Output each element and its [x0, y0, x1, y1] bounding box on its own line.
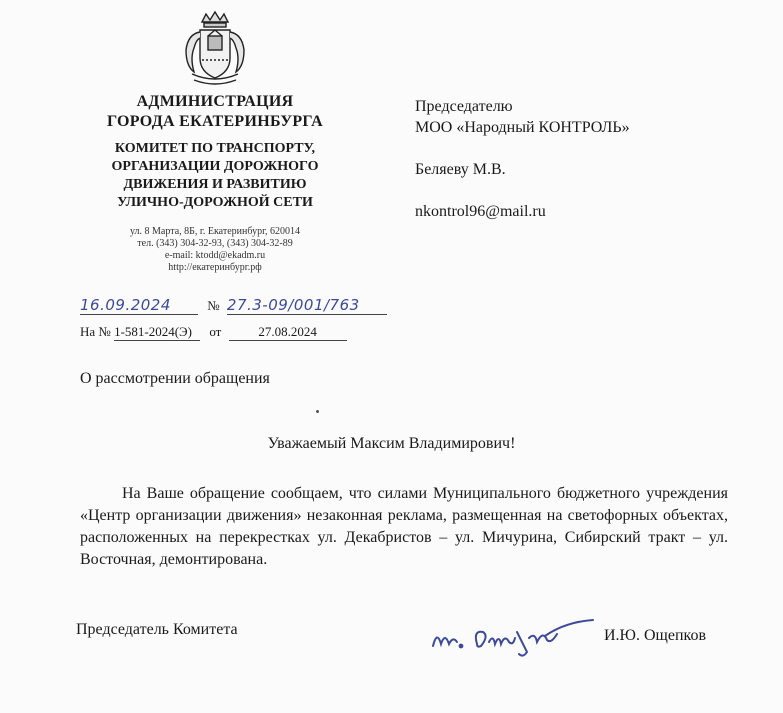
ink-dot	[316, 410, 319, 413]
committee-line: ДВИЖЕНИЯ И РАЗВИТИЮ	[123, 177, 307, 192]
committee-address	[95, 226, 335, 274]
address-line: ул. 8 Марта, 8Б, г. Екатеринбург, 620014	[129, 226, 301, 237]
committee-line: УЛИЧНО-ДОРОЖНОЙ СЕТИ	[117, 195, 313, 210]
email-line: e-mail: ktodd@ekadm.ru	[164, 250, 266, 261]
signatory-name: И.Ю. Ощепков	[604, 627, 707, 644]
greeting: Уважаемый Максим Владимирович!	[267, 435, 516, 452]
number-label: №	[207, 298, 220, 313]
administration-name	[90, 92, 340, 132]
outgoing-date: 16.09.2024	[80, 296, 198, 315]
org-line-2: ГОРОДА ЕКАТЕРИНБУРГА	[106, 113, 324, 130]
reply-to-date: 27.08.2024	[229, 324, 347, 341]
org-line-1: АДМИНИСТРАЦИЯ	[136, 93, 294, 110]
recipient-organization: МОО «Народный КОНТРОЛЬ»	[415, 119, 630, 136]
recipient-email: nkontrol96@mail.ru	[415, 203, 546, 220]
city-coat-of-arms-icon	[180, 10, 250, 88]
website-line: http://екатеринбург.рф	[168, 262, 262, 273]
letter-body: На Ваше обращение сообщаем, что силами Муниципального бюджетного учреждения «Центр организации движения» незаконная реклама, размещенная на светофорных объектах, расположенных на перекрестках ул. Декабристов – ул. Мичурина, Сибирский тракт – ул. Восточная, демонтирована.	[80, 485, 728, 568]
committee-name	[85, 140, 345, 212]
outgoing-number: 27.3-09/001/763	[227, 296, 387, 315]
phone-line: тел. (343) 304-32-93, (343) 304-32-89	[137, 238, 293, 249]
committee-line: ОРГАНИЗАЦИИ ДОРОЖНОГО	[111, 159, 319, 174]
handwritten-signature-icon	[425, 608, 600, 658]
reply-to-number: 1-581-2024(Э)	[114, 324, 200, 341]
signatory-title: Председатель Комитета	[76, 621, 238, 638]
committee-line: КОМИТЕТ ПО ТРАНСПОРТУ,	[114, 141, 316, 156]
recipient-name: Беляеву М.В.	[415, 161, 506, 178]
reply-to-label: На №	[80, 324, 111, 339]
recipient-title: Председателю	[415, 98, 513, 115]
letter-subject: О рассмотрении обращения	[80, 370, 270, 387]
from-label: от	[209, 324, 222, 339]
recipient-block	[415, 96, 745, 222]
registration-block	[80, 296, 387, 341]
